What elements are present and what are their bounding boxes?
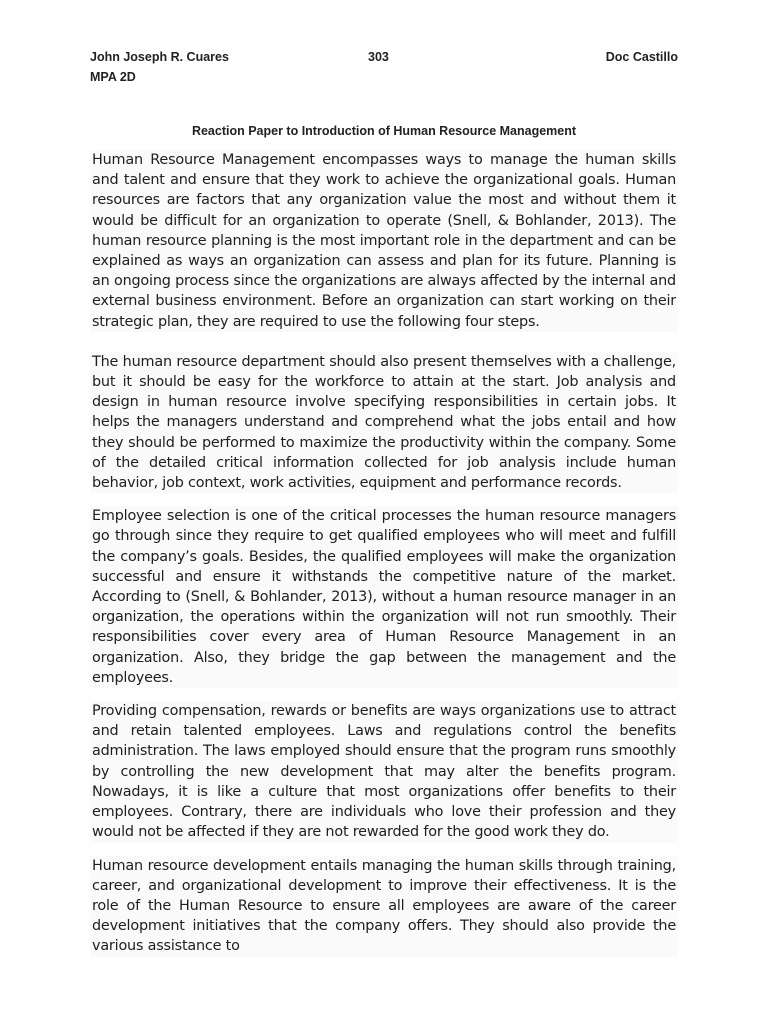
author-section: MPA 2D [90,70,136,84]
header-author-block [90,47,229,87]
paragraph-2: The human resource department should also present themselves with a challenge, but it should be easy for the workforce to attain at the start. Job analysis and design in human resource involve specifying responsibilities in certain jobs. It helps the managers understand and comprehend what the jobs entail and how they should be performed to maximize the productivity within the company. Some of the detailed critical information collected for job analysis include human behavior, job context, work activities, equipment and performance records. [90,352,678,493]
document-title: Reaction Paper to Introduction of Human Resource Management [191,124,577,138]
paragraph-1: Human Resource Management encompasses ways to manage the human skills and talent and ensure that they work to achieve the organizational goals. Human resources are factors that any organization value the most and without them it would be difficult for an organization to operate (Snell, & Bohlander, 2013). The human resource planning is the most important role in the department and can be explained as ways an organization can assess and plan for its future. Planning is an ongoing process since the organizations are always affected by the internal and external business environment. Before an organization can start working on their strategic plan, they are required to use the following four steps. [90,150,678,332]
author-name: John Joseph R. Cuares [90,50,229,64]
instructor-name: Doc Castillo [605,50,678,64]
document-body [90,150,678,957]
paragraph-4: Providing compensation, rewards or benefits are ways organizations use to attract and retain talented employees. Laws and regulations control the benefits administration. The laws employed should ensure that the program runs smoothly by controlling the new development that may alter the benefits program. Nowadays, it is like a culture that most organizations offer benefits to their employees. Contrary, there are individuals who love their profession and they would not be affected if they are not rewarded for the good work they do. [90,701,678,842]
page-number: 303 [368,50,389,64]
paragraph-5: Human resource development entails managing the human skills through training, career, and organizational development to improve their effectiveness. It is the role of the Human Resource to ensure all employees are aware of the career development initiatives that the company offers. They should also provide the various assistance to [90,856,678,957]
paragraph-3: Employee selection is one of the critical processes the human resource managers go through since they require to get qualified employees who will meet and fulfill the company’s goals. Besides, the qualified employees will make the organization successful and ensure it withstands the competitive nature of the market. According to (Snell, & Bohlander, 2013), without a human resource manager in an organization, the operations within the organization will not run smoothly. Their responsibilities cover every area of Human Resource Management in an organization. Also, they bridge the gap between the management and the employees. [90,506,678,688]
